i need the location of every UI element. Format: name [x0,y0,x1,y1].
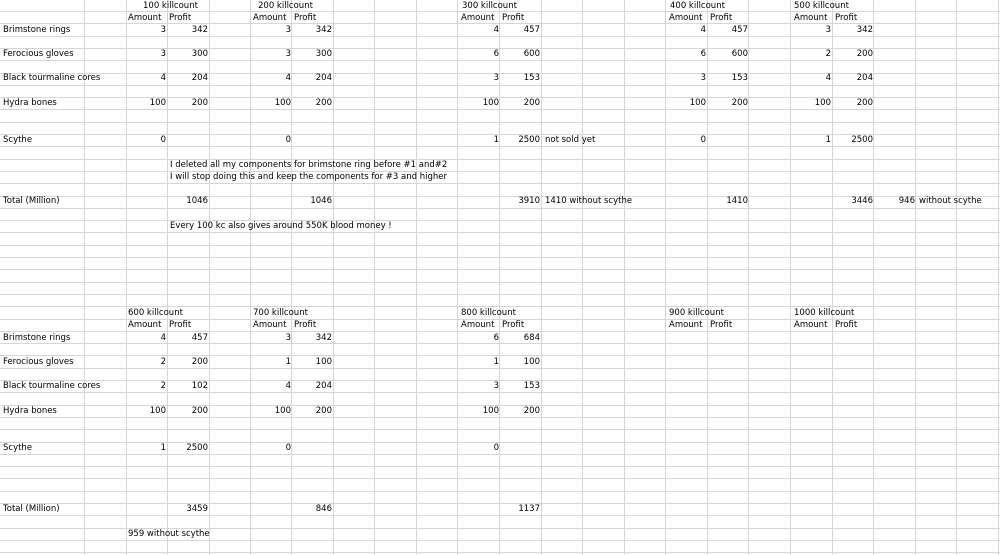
total-cell[interactable]: 1046 [310,196,332,206]
profit-cell[interactable]: 204 [315,73,332,83]
header-700-killcount[interactable]: 700 killcount [253,308,308,318]
note-blood-money[interactable]: Every 100 kc also gives around 550K blood money ! [170,221,392,231]
profit-cell[interactable]: 200 [856,98,873,108]
col-profit[interactable]: Profit [294,13,317,23]
profit-cell[interactable]: 457 [731,25,748,35]
amount-cell[interactable]: 100 [149,406,166,416]
row-label-tourmaline[interactable]: Black tourmaline cores [3,381,101,391]
amount-cell[interactable]: 6 [493,49,499,59]
amount-cell[interactable]: 6 [493,333,499,343]
profit-cell[interactable]: 200 [191,357,208,367]
col-amount[interactable]: Amount [669,320,703,330]
total-cell[interactable]: 1410 [726,196,748,206]
col-profit[interactable]: Profit [502,13,525,23]
row-label-brimstone[interactable]: Brimstone rings [3,333,71,343]
col-amount[interactable]: Amount [794,320,828,330]
without-scythe-value[interactable]: 946 [898,196,915,206]
amount-cell[interactable]: 3 [493,73,499,83]
amount-cell[interactable]: 1 [493,357,499,367]
col-amount[interactable]: Amount [128,13,162,23]
col-amount[interactable]: Amount [253,320,287,330]
total-cell[interactable]: 3910 [518,196,540,206]
profit-cell[interactable]: 600 [731,49,748,59]
amount-cell[interactable]: 3 [285,333,291,343]
amount-cell[interactable]: 3 [825,25,831,35]
profit-cell[interactable]: 100 [315,357,332,367]
col-profit[interactable]: Profit [710,13,733,23]
total-cell[interactable]: 3446 [851,196,873,206]
profit-cell[interactable]: 153 [523,73,540,83]
amount-cell[interactable]: 100 [482,98,499,108]
header-100-killcount[interactable]: 100 killcount [143,1,198,11]
profit-cell[interactable]: 153 [523,381,540,391]
header-1000-killcount[interactable]: 1000 killcount [794,308,855,318]
profit-cell[interactable]: 600 [523,49,540,59]
amount-cell[interactable]: 3 [285,49,291,59]
amount-cell[interactable]: 0 [700,135,706,145]
amount-cell[interactable]: 100 [274,98,291,108]
col-amount[interactable]: Amount [253,13,287,23]
profit-cell[interactable]: 2500 [518,135,540,145]
profit-cell[interactable]: 200 [315,98,332,108]
profit-cell[interactable]: 457 [191,333,208,343]
amount-cell[interactable]: 2 [825,49,831,59]
header-600-killcount[interactable]: 600 killcount [128,308,183,318]
amount-cell[interactable]: 1 [493,135,499,145]
amount-cell[interactable]: 1 [285,357,291,367]
profit-cell[interactable]: 200 [315,406,332,416]
amount-cell[interactable]: 100 [814,98,831,108]
col-profit[interactable]: Profit [169,320,192,330]
row-label-hydra[interactable]: Hydra bones [3,98,57,108]
amount-cell[interactable]: 3 [700,73,706,83]
amount-cell[interactable]: 100 [689,98,706,108]
amount-cell[interactable]: 0 [160,135,166,145]
total-cell[interactable]: 1046 [186,196,208,206]
amount-cell[interactable]: 4 [285,381,291,391]
header-300-killcount[interactable]: 300 killcount [462,1,517,11]
amount-cell[interactable]: 2 [160,357,166,367]
profit-cell[interactable]: 2500 [186,443,208,453]
note-without-scythe[interactable]: without scythe [919,196,982,206]
profit-cell[interactable]: 200 [523,406,540,416]
profit-cell[interactable]: 100 [523,357,540,367]
row-label-total[interactable]: Total (Million) [3,196,60,206]
amount-cell[interactable]: 4 [160,333,166,343]
amount-cell[interactable]: 100 [274,406,291,416]
header-500-killcount[interactable]: 500 killcount [794,1,849,11]
amount-cell[interactable]: 100 [149,98,166,108]
col-amount[interactable]: Amount [794,13,828,23]
note-deleted-components[interactable]: I deleted all my components for brimstone ring before #1 and#2 [170,160,448,170]
profit-cell[interactable]: 102 [191,381,208,391]
row-label-total[interactable]: Total (Million) [3,504,60,514]
profit-cell[interactable]: 204 [856,73,873,83]
row-label-scythe[interactable]: Scythe [3,443,33,453]
profit-cell[interactable]: 342 [315,333,332,343]
col-amount[interactable]: Amount [461,320,495,330]
profit-cell[interactable]: 300 [191,49,208,59]
col-amount[interactable]: Amount [669,13,703,23]
amount-cell[interactable]: 0 [285,443,291,453]
profit-cell[interactable]: 204 [315,381,332,391]
profit-cell[interactable]: 204 [191,73,208,83]
total-cell[interactable]: 1137 [518,504,540,514]
row-label-hydra[interactable]: Hydra bones [3,406,57,416]
total-cell[interactable]: 3459 [186,504,208,514]
row-label-ferocious[interactable]: Ferocious gloves [3,49,74,59]
header-200-killcount[interactable]: 200 killcount [258,1,313,11]
col-amount[interactable]: Amount [128,320,162,330]
profit-cell[interactable]: 200 [523,98,540,108]
profit-cell[interactable]: 684 [523,333,540,343]
amount-cell[interactable]: 100 [482,406,499,416]
profit-cell[interactable]: 200 [191,406,208,416]
amount-cell[interactable]: 4 [493,25,499,35]
amount-cell[interactable]: 3 [493,381,499,391]
row-label-brimstone[interactable]: Brimstone rings [3,25,71,35]
col-profit[interactable]: Profit [169,13,192,23]
col-profit[interactable]: Profit [835,13,858,23]
total-cell[interactable]: 846 [315,504,332,514]
col-amount[interactable]: Amount [461,13,495,23]
row-label-scythe[interactable]: Scythe [3,135,33,145]
profit-cell[interactable]: 200 [731,98,748,108]
amount-cell[interactable]: 0 [493,443,499,453]
profit-cell[interactable]: 342 [315,25,332,35]
header-800-killcount[interactable]: 800 killcount [461,308,516,318]
profit-cell[interactable]: 200 [856,49,873,59]
profit-cell[interactable]: 342 [191,25,208,35]
profit-cell[interactable]: 342 [856,25,873,35]
amount-cell[interactable]: 4 [160,73,166,83]
amount-cell[interactable]: 4 [285,73,291,83]
amount-cell[interactable]: 0 [285,135,291,145]
amount-cell[interactable]: 3 [285,25,291,35]
amount-cell[interactable]: 6 [700,49,706,59]
amount-cell[interactable]: 2 [160,381,166,391]
amount-cell[interactable]: 3 [160,25,166,35]
profit-cell[interactable]: 457 [523,25,540,35]
col-profit[interactable]: Profit [294,320,317,330]
col-profit[interactable]: Profit [835,320,858,330]
amount-cell[interactable]: 1 [825,135,831,145]
profit-cell[interactable]: 300 [315,49,332,59]
row-label-tourmaline[interactable]: Black tourmaline cores [3,73,101,83]
row-label-ferocious[interactable]: Ferocious gloves [3,357,74,367]
amount-cell[interactable]: 4 [825,73,831,83]
note-not-sold-yet[interactable]: not sold yet [545,135,596,145]
profit-cell[interactable]: 200 [191,98,208,108]
col-profit[interactable]: Profit [710,320,733,330]
header-900-killcount[interactable]: 900 killcount [669,308,724,318]
note-without-scythe[interactable]: 959 without scythe [128,529,210,539]
note-without-scythe[interactable]: 1410 without scythe [545,196,633,206]
note-keep-components[interactable]: I will stop doing this and keep the components for #3 and higher [170,172,447,182]
amount-cell[interactable]: 4 [700,25,706,35]
amount-cell[interactable]: 1 [160,443,166,453]
col-profit[interactable]: Profit [502,320,525,330]
header-400-killcount[interactable]: 400 killcount [670,1,725,11]
amount-cell[interactable]: 3 [160,49,166,59]
profit-cell[interactable]: 153 [731,73,748,83]
profit-cell[interactable]: 2500 [851,135,873,145]
